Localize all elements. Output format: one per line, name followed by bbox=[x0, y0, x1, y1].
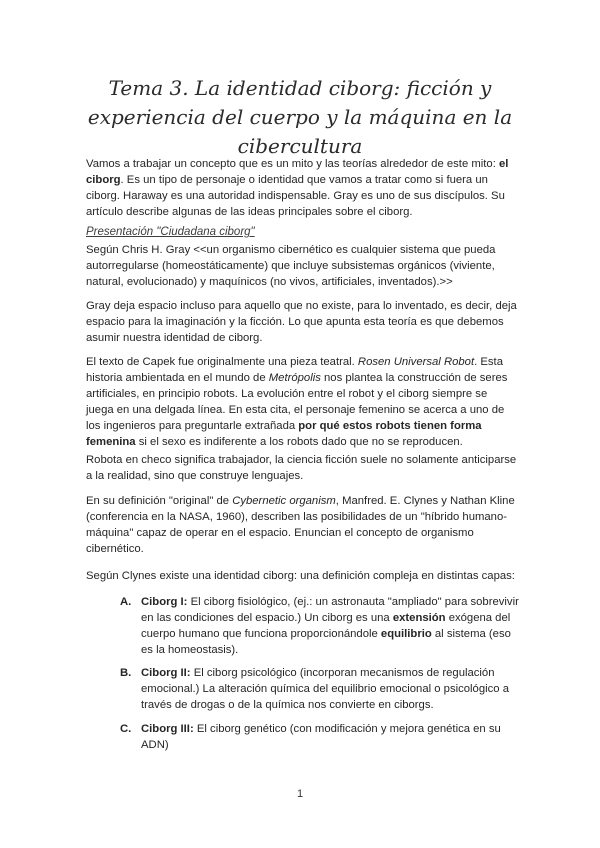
definition-text: En su definición "original" de bbox=[86, 495, 233, 507]
list-letter: A. bbox=[120, 596, 132, 608]
intro-bold-term: el ciborg bbox=[86, 158, 509, 186]
definition-term: Cybernetic organism bbox=[232, 495, 336, 507]
capek-text-2: . Esta historia ambientada en el mundo de bbox=[86, 356, 503, 384]
intro-text: Vamos a trabajar un concepto que es un mito y las teorías alrededor de este mito: bbox=[86, 158, 499, 170]
page-number: 1 bbox=[296, 788, 304, 800]
list-item-bold-2: equilibrio bbox=[380, 628, 432, 640]
list-item bbox=[120, 665, 520, 713]
intro-paragraph bbox=[86, 156, 518, 220]
capek-text-4: si el sexo es indiferente a los robots dado que no se reproducen. bbox=[135, 436, 463, 448]
capek-text-3: nos plantea la construcción de seres artificiales, en principio robots. La evolución entre el robot y el ciborg siempre se juega en una delgada línea. En esta cita, el personaje femenino se acerca a uno de los ingenieros para preguntarle extrañada bbox=[86, 372, 508, 432]
list-item-name: Ciborg III: bbox=[141, 723, 194, 735]
robota-paragraph: Robota en checo significa trabajador, la ciencia ficción suele no solamente anticiparse a la realidad, sino que construye lenguajes. bbox=[86, 454, 517, 482]
section-heading: Presentación "Ciudadana ciborg" bbox=[86, 226, 255, 238]
layers-paragraph: Según Clynes existe una identidad ciborg: una definición compleja en distintas capas: bbox=[86, 570, 515, 582]
gray-quote-paragraph: Según Chris H. Gray <<un organismo cibernético es cualquier sistema que pueda autorregularse (homeostáticamente) que incluye subsistemas orgánicos (viviente, natural, evolucionado) y maquínicos (no vivos, artificiales, inventados).>> bbox=[86, 244, 496, 288]
list-item-bold: extensión bbox=[392, 612, 446, 624]
list-item-name: Ciborg II: bbox=[141, 667, 191, 679]
capek-work-title: Rosen Universal Robot bbox=[357, 356, 475, 368]
list-item-name: Ciborg I: bbox=[141, 596, 188, 608]
definition-text-2: , Manfred. E. Clynes y Nathan Kline (conferencia en la NASA, 1960), describen las posibilidades de un "híbrido humano-máquina" capaz de operar en el espacio. Enuncian el concepto de organismo cibernético. bbox=[86, 495, 515, 555]
list-letter: C. bbox=[120, 723, 132, 735]
ciborg-list bbox=[120, 594, 520, 658]
list-item bbox=[120, 721, 520, 753]
gray-space-paragraph: Gray deja espacio incluso para aquello que no existe, para lo inventado, es decir, deja espacio para la imaginación y la ficción. Lo que apunta esta teoría es que debemos asumir nuestra identidad de ciborg. bbox=[86, 300, 517, 344]
list-item-text-3: al sistema (eso es la homeostasis). bbox=[141, 628, 511, 656]
list-item-text: El ciborg psicológico (incorporan mecanismos de regulación emocional.) La alteración química del equilibrio emocional o psicológico a través de drogas o de la química nos convierte en ciborgs. bbox=[141, 667, 509, 711]
definition-paragraph bbox=[86, 493, 518, 557]
list-item-text-2: exógena del cuerpo humano que funciona proporcionándole bbox=[141, 612, 511, 640]
capek-bold-question: por qué estos robots tienen forma femenina bbox=[86, 420, 482, 448]
ciborg-list-b bbox=[120, 665, 520, 713]
capek-text: El texto de Capek fue originalmente una pieza teatral. bbox=[86, 356, 358, 368]
list-item-text: El ciborg genético (con modificación y mejora genética en su ADN) bbox=[141, 723, 501, 751]
document-title: Tema 3. La identidad ciborg: ficción y experiencia del cuerpo y la máquina en la cibercultura bbox=[87, 76, 513, 158]
intro-text-continued: . Es un tipo de personaje o identidad que vamos a tratar como si fuera un ciborg. Haraway es una autoridad indispensable. Gray es uno de sus discípulos. Su artículo describe algunas de las ideas principales sobre el ciborg. bbox=[86, 174, 505, 218]
capek-paragraph bbox=[86, 354, 518, 450]
ciborg-list-c bbox=[120, 721, 520, 753]
list-item-text: El ciborg fisiológico, (ej.: un astronauta "ampliado" para sobrevivir en las condiciones del espacio.) Un ciborg es una bbox=[141, 596, 519, 624]
capek-metropolis: Metrópolis bbox=[268, 372, 321, 384]
list-item bbox=[120, 594, 520, 658]
list-letter: B. bbox=[120, 667, 132, 679]
